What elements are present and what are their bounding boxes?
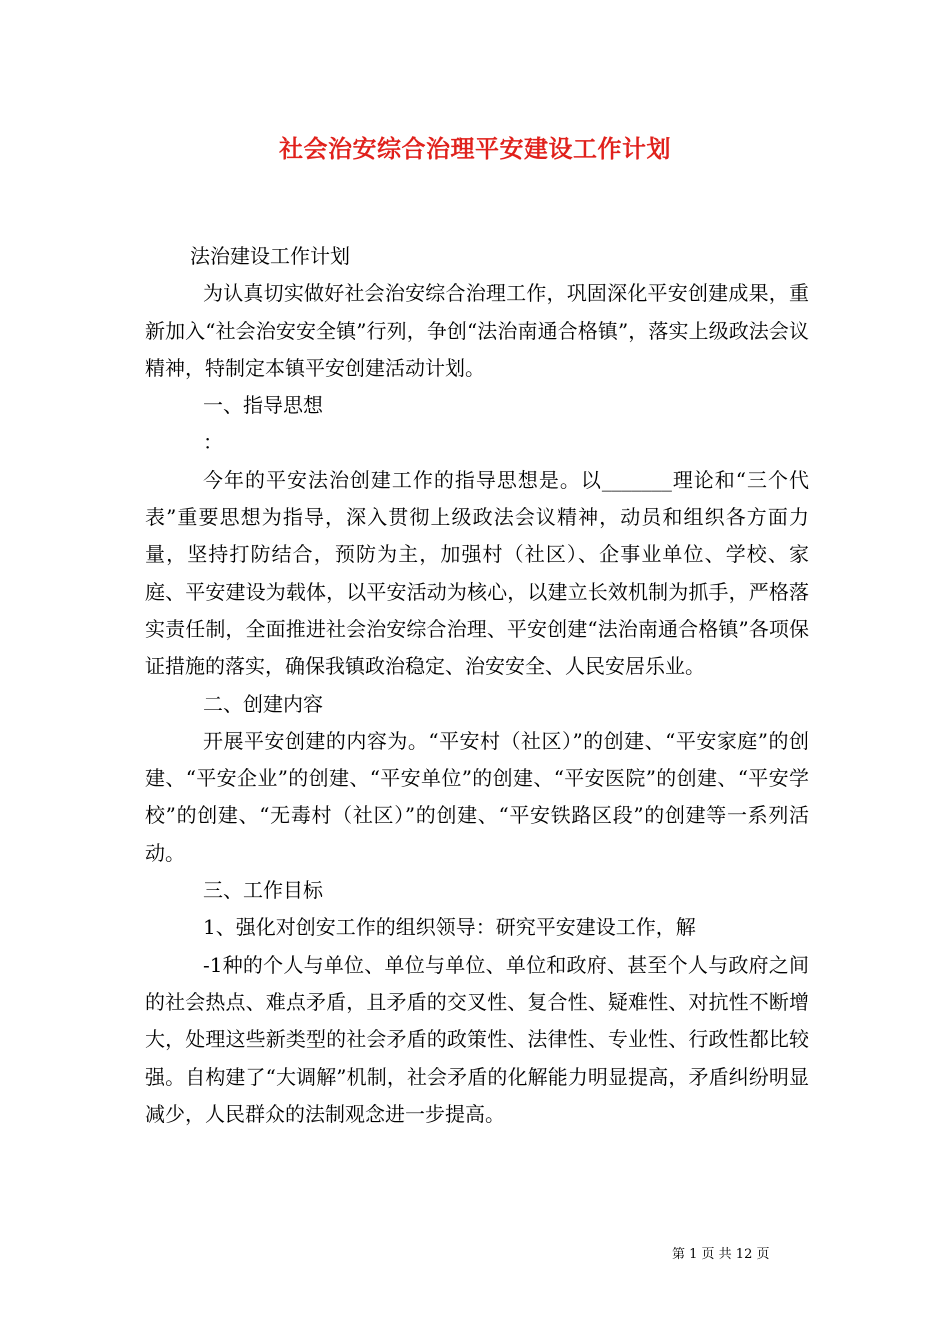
paragraph-goal-1: 1、强化对创安工作的组织领导：研究平安建设工作，解 — [203, 915, 696, 940]
paragraph-colon: ： — [203, 430, 223, 455]
document-body — [145, 238, 809, 1133]
paragraph-intro: 为认真切实做好社会治安综合治理工作，巩固深化平安创建成果，重新加入“社会治安安全镇”行列，争创“法治南通合格镇”，落实上级政法会议精神，特制定本镇平安创建活动计划。 — [145, 281, 809, 380]
section-heading-guiding-thought: 一、指导思想 — [203, 393, 323, 418]
paragraph-heading: 法治建设工作计划 — [190, 244, 350, 268]
paragraph-goal-1-continued: -1种的个人与单位、单位与单位、单位和政府、甚至个人与政府之间的社会热点、难点矛盾，且矛盾的交叉性、复合性、疑难性、对抗性不断增大，处理这些新类型的社会矛盾的政策性、法律性、专业性、行政性都比较强。自构建了“大调解”机制，社会矛盾的化解能力明显提高，矛盾纠纷明显减少，人民群众的法制观念进一步提高。 — [145, 952, 809, 1126]
section-heading-goals: 三、工作目标 — [203, 878, 323, 903]
paragraph-content: 开展平安创建的内容为。“平安村（社区）”的创建、“平安家庭”的创建、“平安企业”的创建、“平安单位”的创建、“平安医院”的创建、“平安学校”的创建、“无毒村（社区）”的创建、“平安铁路区段”的创建等一系列活动。 — [145, 728, 809, 865]
document-title: 社会治安综合治理平安建设工作计划 — [279, 134, 671, 163]
section-heading-content: 二、创建内容 — [203, 691, 323, 716]
paragraph-guiding-thought: 今年的平安法治创建工作的指导思想是。以_______理论和“三个代表”重要思想为指导，深入贯彻上级政法会议精神，动员和组织各方面力量，坚持打防结合，预防为主，加强村（社区）、企事业单位、学校、家庭、平安建设为载体，以平安活动为核心，以建立长效机制为抓手，严格落实责任制，全面推进社会治安综合治理、平安创建“法治南通合格镇”各项保证措施的落实，确保我镇政治稳定、治安安全、人民安居乐业。 — [145, 467, 809, 679]
page-number-footer: 第 1 页 共 12 页 — [672, 1247, 770, 1262]
